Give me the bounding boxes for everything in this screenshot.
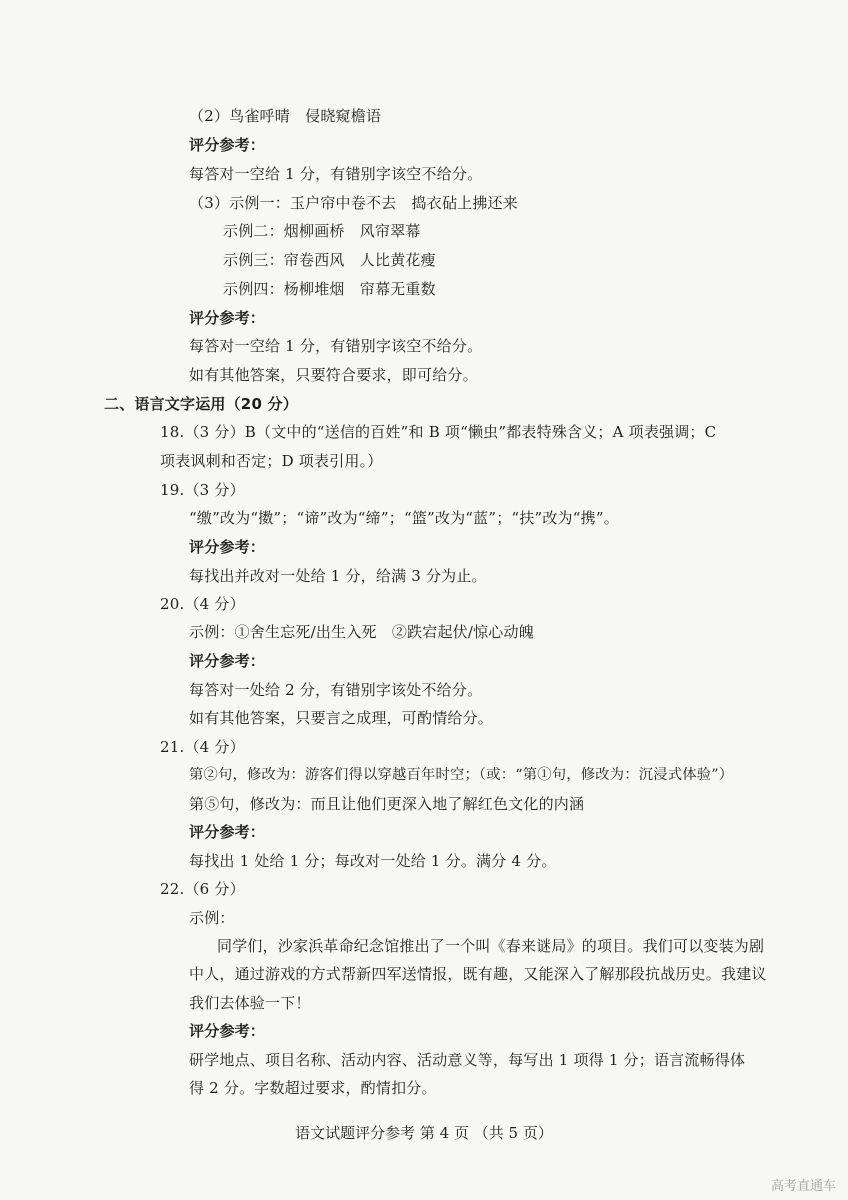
q21-answer-2: 第⑤句，修改为：而且让他们更深入地了解红色文化的内涵 <box>189 795 585 813</box>
q22-example-text: 同学们，沙家浜革命纪念馆推出了一个叫《春来谜局》的项目。我们可以变装为剧 <box>217 937 765 955</box>
scoring-text: 每答对一处给 2 分，有错别字该处不给分。 <box>189 681 483 699</box>
section-heading: 二、语言文字运用（20 分） <box>104 395 298 413</box>
scoring-text: 每找出并改对一处给 1 分，给满 3 分为止。 <box>189 567 487 585</box>
q21-answer-1: 第②句，修改为：游客们得以穿越百年时空；（或：“第①句，修改为：沉浸式体验”） <box>189 767 734 783</box>
q20-answer: 示例：①舍生忘死/出生入死 ②跌宕起伏/惊心动魄 <box>189 623 534 641</box>
scoring-heading: 评分参考： <box>189 538 266 556</box>
scoring-heading: 评分参考： <box>189 136 266 154</box>
scoring-heading: 评分参考： <box>189 823 266 841</box>
q19-answer: “缴”改为“擞”；“谛”改为“缔”；“篮”改为“蓝”；“扶”改为“携”。 <box>189 509 619 527</box>
q21-heading: 21.（4 分） <box>160 738 245 756</box>
scoring-text: 每找出 1 处给 1 分；每改对一处给 1 分。满分 4 分。 <box>189 852 557 870</box>
q17-3-example-3: 示例三：帘卷西风 人比黄花瘦 <box>223 251 436 269</box>
q17-2-answer: （2）鸟雀呼晴 侵晓窥檐语 <box>189 107 382 125</box>
q22-heading: 22.（6 分） <box>160 880 245 898</box>
page-footer: 语文试题评分参考 第 4 页 （共 5 页） <box>295 1124 553 1142</box>
scoring-heading: 评分参考： <box>189 1022 266 1040</box>
scoring-text: 得 2 分。字数超过要求，酌情扣分。 <box>189 1079 437 1097</box>
watermark: 高考直通车 <box>770 1179 836 1194</box>
q22-example-text: 中人，通过游戏的方式帮新四军送情报，既有趣，又能深入了解那段抗战历史。我建议 <box>189 965 767 983</box>
scoring-heading: 评分参考： <box>189 652 266 670</box>
q17-3-example-2: 示例二：烟柳画桥 风帘翠幕 <box>223 222 421 240</box>
scoring-text: 如有其他答案，只要符合要求，即可给分。 <box>189 366 478 384</box>
scoring-text: 如有其他答案，只要言之成理，可酌情给分。 <box>189 709 494 727</box>
q18-answer: 18.（3 分）B（文中的“送信的百姓”和 B 项“懒虫”都表特殊含义；A 项表强调；C <box>160 423 717 441</box>
scoring-text: 每答对一空给 1 分，有错别字该空不给分。 <box>189 337 483 355</box>
q22-example-text: 我们去体验一下！ <box>189 994 311 1012</box>
scoring-text: 每答对一空给 1 分，有错别字该空不给分。 <box>189 165 483 183</box>
q17-3-example-1: （3）示例一：玉户帘中卷不去 捣衣砧上拂还来 <box>189 194 518 212</box>
q17-3-example-4: 示例四：杨柳堆烟 帘幕无重数 <box>223 280 436 298</box>
q19-heading: 19.（3 分） <box>160 481 245 499</box>
scoring-heading: 评分参考： <box>189 309 266 327</box>
q18-answer-cont: 项表讽刺和否定；D 项表引用。） <box>160 452 383 470</box>
q22-example-label: 示例： <box>189 909 235 927</box>
q20-heading: 20.（4 分） <box>160 595 245 613</box>
scoring-text: 研学地点、项目名称、活动内容、活动意义等，每写出 1 项得 1 分；语言流畅得体 <box>189 1051 746 1069</box>
